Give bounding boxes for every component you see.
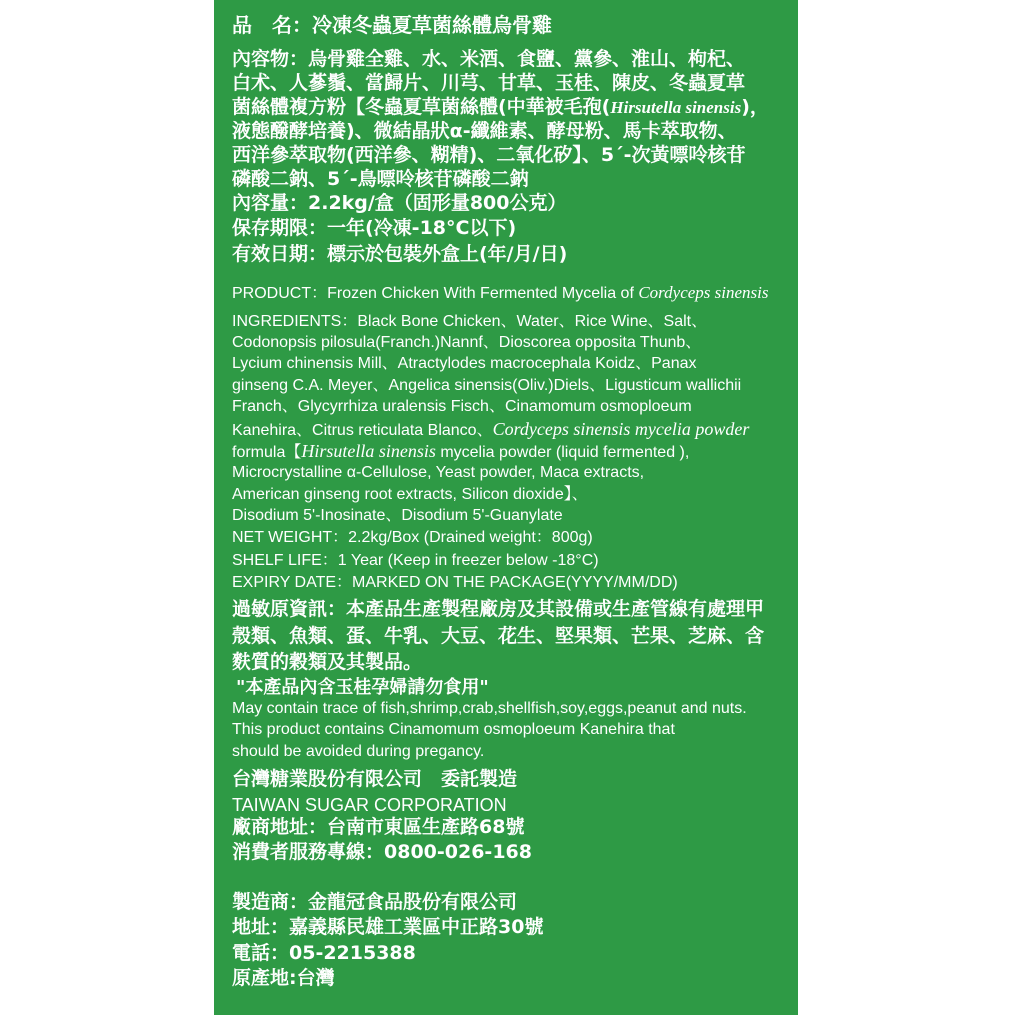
expiry-zh: 有效日期：標示於包裝外盒上(年/月/日) bbox=[232, 243, 568, 265]
company-name-zh: 台灣糖業股份有限公司 委託製造 bbox=[232, 768, 518, 790]
species-italic: Cordyceps sinensis bbox=[638, 283, 769, 302]
pregnancy-warning-zh: "本產品內含玉桂孕婦請勿食用" bbox=[236, 677, 489, 698]
shelf-life-en: SHELF LIFE：1 Year (Keep in freezer below -18°C) bbox=[232, 552, 599, 569]
label-panel bbox=[214, 0, 798, 1015]
allergen-en-line: should be avoided during pregancy. bbox=[232, 743, 485, 760]
species-italic: Cordyceps sinensis mycelia powder bbox=[492, 419, 750, 439]
manufacturer-address: 地址：嘉義縣民雄工業區中正路30號 bbox=[232, 916, 544, 938]
ingredients-en-line: Disodium 5'-Inosinate、Disodium 5'-Guanylate bbox=[232, 507, 563, 524]
ingredients-en-line bbox=[232, 420, 749, 439]
product-en-text: PRODUCT：Frozen Chicken With Fermented Mycelia of bbox=[232, 285, 639, 302]
expiry-en: EXPIRY DATE：MARKED ON THE PACKAGE(YYYY/MM/DD) bbox=[232, 574, 678, 591]
ingredients-en-text: Kanehira、Citrus reticulata Blanco、 bbox=[232, 422, 493, 439]
ingredients-en-line bbox=[232, 442, 689, 461]
ingredients-zh-line: 西洋參萃取物(西洋參、糊精)、二氧化矽】、5´-次黃嘌呤核苷 bbox=[232, 144, 746, 166]
ingredients-en-text: mycelia powder (liquid fermented ), bbox=[435, 444, 690, 461]
ingredients-en-line: Codonopsis pilosula(Franch.)Nannf、Dioscorea opposita Thunb、 bbox=[232, 334, 702, 351]
company-name-en: TAIWAN SUGAR CORPORATION bbox=[232, 795, 507, 815]
manufacturer-phone: 電話：05-2215388 bbox=[232, 942, 416, 964]
allergen-zh-line: 過敏原資訊：本產品生產製程廠房及其設備或生產管線有處理甲 bbox=[232, 598, 765, 620]
ingredients-en-line: Lycium chinensis Mill、Atractylodes macrocephala Koidz、Panax bbox=[232, 355, 697, 372]
consumer-hotline: 消費者服務專線：0800-026-168 bbox=[232, 841, 532, 863]
ingredients-en-line: Franch、Glycyrrhiza uralensis Fisch、Cinamomum osmoploeum bbox=[232, 398, 692, 415]
product-en bbox=[232, 284, 769, 302]
shelf-life-zh: 保存期限：一年(冷凍-18°C以下) bbox=[232, 217, 517, 239]
company-address: 廠商地址：台南市東區生產路68號 bbox=[232, 816, 525, 838]
allergen-en-line: May contain trace of fish,shrimp,crab,shellfish,soy,eggs,peanut and nuts. bbox=[232, 700, 747, 717]
ingredients-en-line: American ginseng root extracts, Silicon dioxide】、 bbox=[232, 486, 588, 503]
allergen-en-line: This product contains Cinamomum osmoploeum Kanehira that bbox=[232, 721, 675, 738]
country-of-origin: 原產地:台灣 bbox=[232, 967, 335, 989]
ingredients-en-text: formula【 bbox=[232, 444, 302, 461]
ingredients-zh-text: 菌絲體複方粉【冬蟲夏草菌絲體(中華被毛孢( bbox=[232, 96, 611, 118]
manufacturer-name: 製造商：金龍冠食品股份有限公司 bbox=[232, 891, 518, 913]
net-weight-en: NET WEIGHT：2.2kg/Box (Drained weight：800g) bbox=[232, 529, 593, 546]
ingredients-en-line: Microcrystalline α-Cellulose, Yeast powder, Maca extracts, bbox=[232, 464, 645, 481]
species-italic: Hirsutella sinensis bbox=[301, 441, 436, 461]
allergen-zh-line: 殼類、魚類、蛋、牛乳、大豆、花生、堅果類、芒果、芝麻、含 bbox=[232, 625, 765, 647]
ingredients-zh-text: )， bbox=[741, 96, 769, 118]
ingredients-en-line: INGREDIENTS：Black Bone Chicken、Water、Rice Wine、Salt、 bbox=[232, 313, 708, 330]
species-italic: Hirsutella sinensis bbox=[610, 98, 742, 117]
ingredients-zh-line bbox=[232, 98, 769, 117]
ingredients-zh-line: 液態醱酵培養)、微結晶狀α-纖維素、酵母粉、馬卡萃取物、 bbox=[232, 120, 737, 142]
net-weight-zh: 內容量：2.2kg/盒（固形量800公克） bbox=[232, 192, 567, 214]
ingredients-zh-line: 內容物：烏骨雞全雞、水、米酒、食鹽、黨參、淮山、枸杞、 bbox=[232, 48, 746, 70]
ingredients-zh-line: 磷酸二鈉、5´-鳥嘌呤核苷磷酸二鈉 bbox=[232, 168, 529, 190]
ingredients-en-line: ginseng C.A. Meyer、Angelica sinensis(Oliv.)Diels、Ligusticum wallichii bbox=[232, 377, 742, 394]
allergen-zh-line: 麩質的穀類及其製品。 bbox=[232, 651, 423, 673]
product-name-zh: 品 名：冷凍冬蟲夏草菌絲體烏骨雞 bbox=[232, 13, 552, 37]
ingredients-zh-line: 白术、人蔘鬚、當歸片、川芎、甘草、玉桂、陳皮、冬蟲夏草 bbox=[232, 72, 746, 94]
